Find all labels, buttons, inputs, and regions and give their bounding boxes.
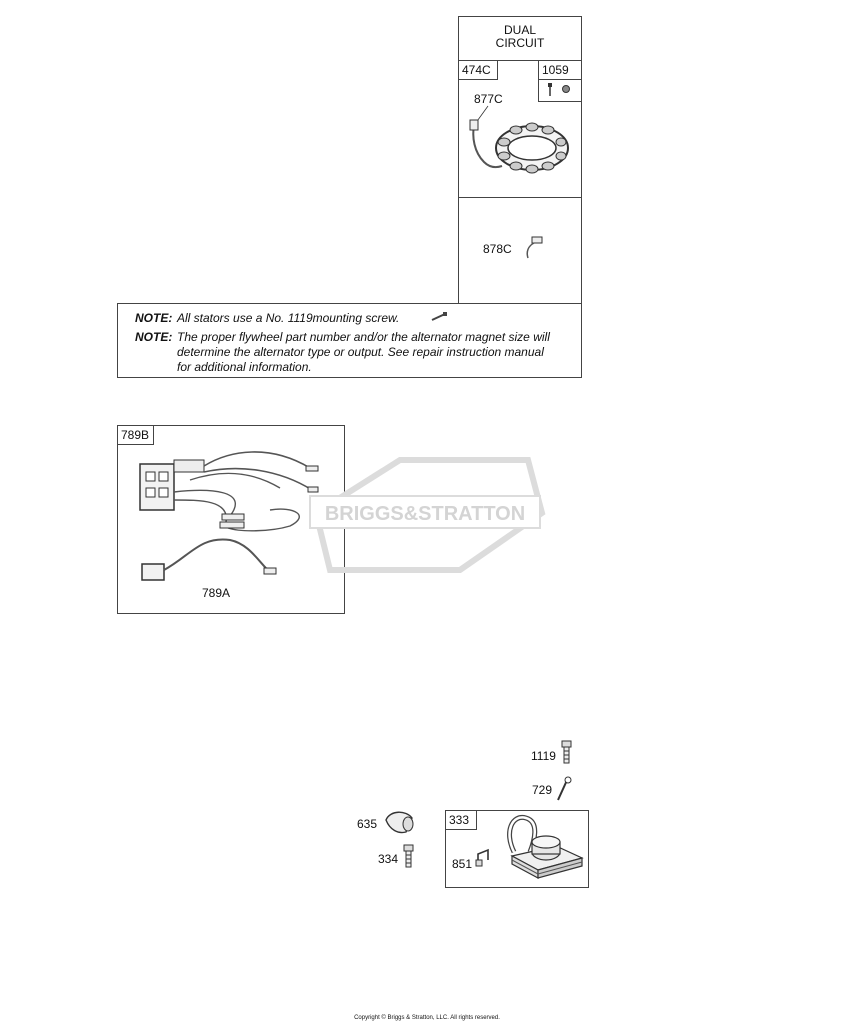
copyright-notice: Copyright © Briggs & Stratton, LLC. All rights reserved. (354, 1015, 500, 1021)
dual-circuit-label: DUAL CIRCUIT (495, 23, 545, 50)
note-1-text: All stators use a No. 1119mounting screw. (177, 311, 400, 325)
note-2-line-3: for additional information. (177, 360, 312, 374)
wire-729-icon (554, 776, 574, 804)
part-label-1119[interactable]: 1119 (531, 749, 556, 763)
screw-1119-icon (560, 740, 574, 766)
stator-lower-divider (458, 197, 582, 198)
note-2-line-1: The proper flywheel part number and/or the alternator magnet size will (177, 330, 550, 344)
part-label-878c[interactable]: 878C (483, 242, 512, 256)
part-tag-333[interactable]: 333 (445, 810, 477, 830)
part-label-877c[interactable]: 877C (474, 92, 503, 106)
watermark-text: BRIGGS&STRATTON (324, 503, 526, 525)
note-1-prefix: NOTE: (135, 311, 173, 325)
boot-635-icon (382, 806, 416, 836)
part-label-851[interactable]: 851 (452, 857, 473, 871)
clip-851-icon (474, 846, 494, 868)
note-2-line-2: determine the alternator type or output. See repair instruction manual (177, 345, 544, 359)
part-label-334[interactable]: 334 (378, 852, 399, 866)
part-label-729[interactable]: 729 (532, 783, 553, 797)
part-label-789a[interactable]: 789A (202, 586, 231, 600)
stator-icon (464, 112, 574, 182)
part-tag-474c[interactable]: 474C (458, 60, 498, 80)
note-2-prefix: NOTE: (135, 330, 173, 344)
part-tag-789b[interactable]: 789B (117, 425, 154, 445)
mounting-screw-icon (430, 312, 448, 322)
briggs-stratton-watermark (300, 458, 545, 578)
part-tag-1059[interactable]: 1059 (538, 60, 582, 80)
ignition-armature-icon (494, 812, 586, 886)
screw-334-icon (402, 844, 416, 870)
screw-nut-1059-icon (545, 82, 575, 98)
wire-878c-icon (518, 234, 554, 260)
part-label-635[interactable]: 635 (357, 817, 378, 831)
